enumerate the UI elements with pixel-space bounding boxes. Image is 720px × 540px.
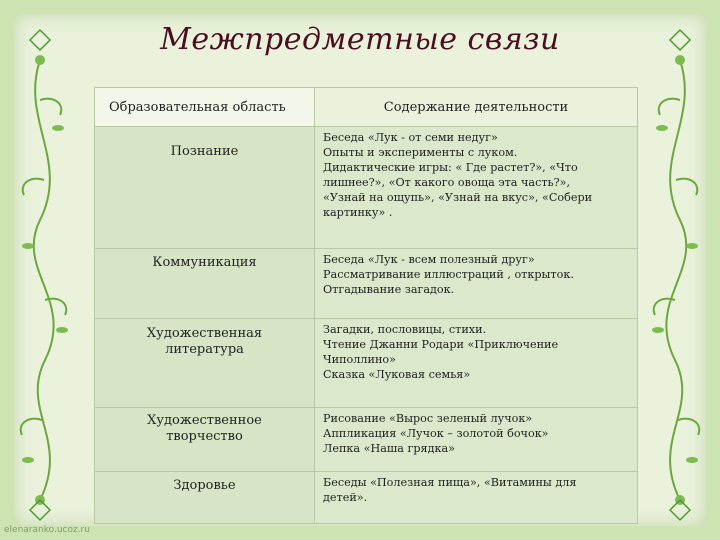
watermark: elenaranko.ucoz.ru bbox=[4, 525, 90, 535]
area-cell: Художественное творчество bbox=[95, 408, 315, 472]
content-cell: Беседы «Полезная пища», «Витамины для детей». bbox=[315, 472, 638, 524]
table-row bbox=[95, 408, 638, 472]
column-header-area: Образовательная область bbox=[95, 88, 315, 127]
page-title: Межпредметные связи bbox=[160, 22, 560, 57]
area-cell: Коммуникация bbox=[95, 249, 315, 319]
column-header-content: Содержание деятельности bbox=[315, 88, 638, 127]
table-row bbox=[95, 249, 638, 319]
content-cell: Беседа «Лук - всем полезный друг» Рассматривание иллюстраций , открыток. Отгадывание загадок. bbox=[315, 249, 638, 319]
table-row bbox=[95, 127, 638, 249]
table-row bbox=[95, 472, 638, 524]
area-cell: Познание bbox=[95, 127, 315, 249]
content-cell: Беседа «Лук - от семи недуг» Опыты и эксперименты с луком. Дидактические игры: « Где растет?», «Что лишнее?», «От какого овоща эта часть?», «Узнай на ощупь», «Узнай на вкус», «Собери картинку» . bbox=[315, 127, 638, 249]
content-cell: Рисование «Вырос зеленый лучок» Аппликация «Лучок – золотой бочок» Лепка «Наша грядка» bbox=[315, 408, 638, 472]
area-cell: Здоровье bbox=[95, 472, 315, 524]
content-cell: Загадки, пословицы, стихи. Чтение Джанни Родари «Приключение Чиполлино» Сказка «Луковая семья» bbox=[315, 319, 638, 408]
table-header-row bbox=[95, 88, 638, 127]
table-row bbox=[95, 319, 638, 408]
activities-table bbox=[94, 87, 638, 524]
area-cell: Художественная литература bbox=[95, 319, 315, 408]
